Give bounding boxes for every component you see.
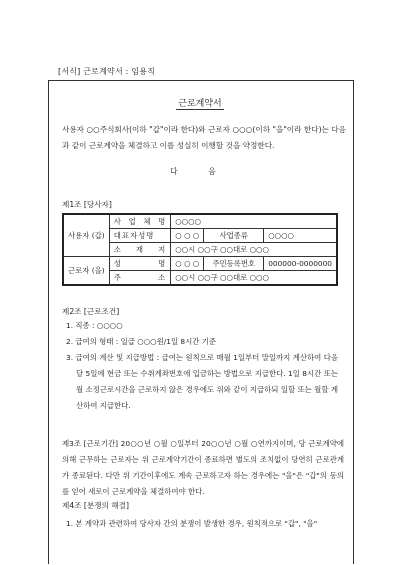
article4-list <box>66 516 338 532</box>
list-item: 1. 직종 : ○○○○ <box>66 321 123 330</box>
location-label: 소 재 지 <box>109 243 171 257</box>
biz-type-label: 사업종류 <box>204 229 264 243</box>
employer-label: 사용자 (갑) <box>63 214 109 257</box>
article1-heading: 제1조 [당사자] <box>62 200 112 209</box>
rep-name-label: 대표자성명 <box>109 229 171 243</box>
rep-name-value: ○ ○ ○ <box>171 229 204 243</box>
form-label: [서식] 근로계약서 : 임용직 <box>58 67 156 76</box>
employee-name-value: ○ ○ ○ <box>171 257 204 271</box>
employee-name-label: 성 명 <box>109 257 171 271</box>
list-item: 3. 급여의 계산 및 지급방법 : 급여는 원칙으로 매월 1일부터 말일까지 계산하여 다음달 5일에 현금 또는 수취계좌번호에 입금하는 방법으로 지급한다. 1일 8시간 또는 월 소정근로시간을 근로하지 않은 경우에도 위와 같이 지급하되 일할 또는 월할 계산하여 지급한다. <box>66 353 338 410</box>
company-name-value: ○○○○ <box>171 214 337 229</box>
resident-number-value: 000000-0000000 <box>264 257 337 271</box>
biz-type-value: ○○○○ <box>264 229 337 243</box>
intro-paragraph: 사용자 ○○주식회사(이하 "갑"이라 한다)와 근로자 ○○○(이하 "을"이라 한다)는 다음과 같이 근로계약을 체결하고 이를 성실히 이행할 것을 약정한다. <box>62 125 346 150</box>
article2-heading: 제2조 [근로조건] <box>62 307 120 316</box>
document-title: 근로계약서 <box>178 99 222 109</box>
article2-list <box>66 318 338 414</box>
article3-paragraph: 제3조 [근로기간] 20○○년 ○월 ○일부터 20○○년 ○월 ○연까지이며, 당 근로계약에 의해 근무하는 근로자는 위 근로계약기간이 종료하면 별도의 조치없이 당연히 근로관계가 종료된다. 다만 위 기간이후에도 계속 근로하고자 하는 경우에는 "을"은 "갑"의 동의를 얻어 새로이 근로계약을 체결하여야 한다. <box>62 439 344 496</box>
employee-label: 근로자 (을) <box>63 257 109 286</box>
list-item: 2. 급여의 형태 : 일급 ○○○원/1일 8시간 기준 <box>66 337 217 346</box>
parties-table <box>62 213 338 286</box>
location-value: ○○시 ○○구 ○○대로 ○○○ <box>171 243 337 257</box>
dacum-heading: 다 음 <box>170 167 230 176</box>
article4-heading: 제4조 [분쟁의 해결] <box>62 501 129 510</box>
list-item: 1. 본 계약과 관련하여 당사자 간의 분쟁이 발생한 경우, 원칙적으로 "갑", "을" <box>66 519 318 528</box>
employee-address-value: ○○시 ○○구 ○○대로 ○○○ <box>171 271 337 286</box>
employee-address-label: 주 소 <box>109 271 171 286</box>
company-name-label: 사 업 체 명 <box>109 214 171 229</box>
resident-number-label: 주민등록번호 <box>204 257 264 271</box>
